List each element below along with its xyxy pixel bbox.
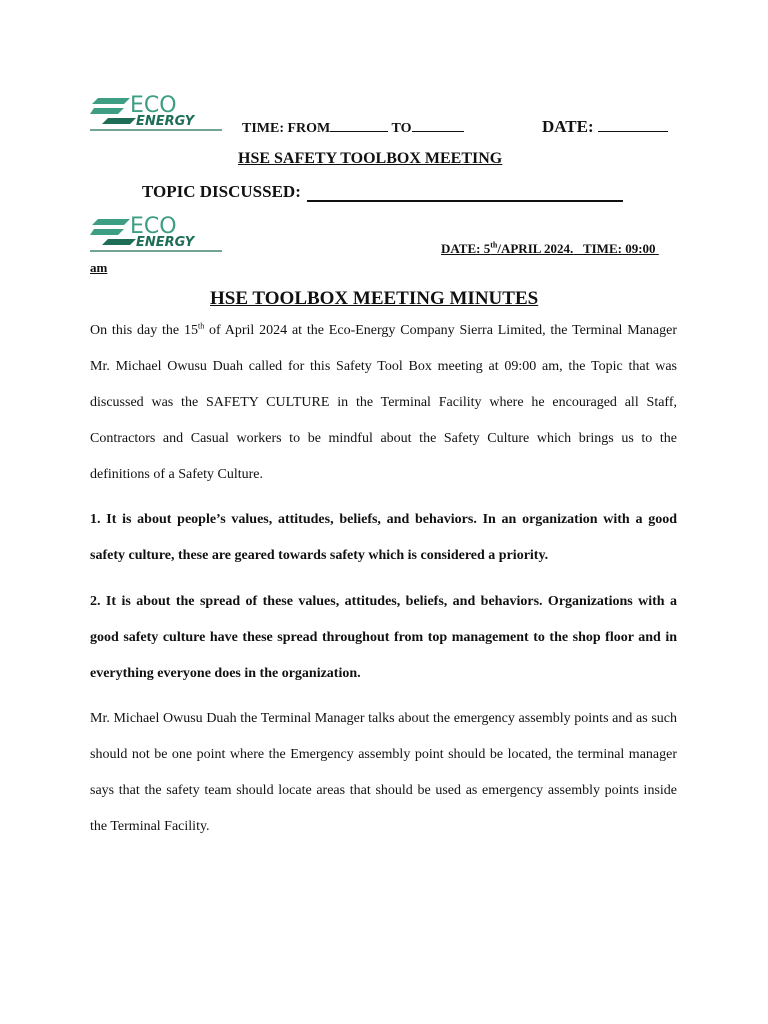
closing-paragraph: Mr. Michael Owusu Duah the Terminal Manager talks about the emergency assembly points and as such should not be one point where the Emergency assembly point should be located, the terminal manager says that the safety team should locate areas that should be used as emergency assembly points inside the Terminal Facility.	[90, 711, 677, 834]
date-label: DATE:	[542, 117, 594, 136]
definition-point-1: 1. It is about people’s values, attitudes, beliefs, and behaviors. In an organization with a good safety culture, these are geared towards safety which is considered a priority.	[90, 512, 677, 563]
logo-word-energy: ENERGY	[136, 114, 195, 129]
topic-label: TOPIC DISCUSSED:	[142, 182, 301, 201]
time-range-line	[242, 119, 464, 137]
minutes-title: HSE TOOLBOX MEETING MINUTES	[210, 288, 539, 309]
eco-energy-logo-2	[90, 213, 222, 253]
time-to-label: TO	[391, 121, 412, 136]
meeting-title: HSE SAFETY TOOLBOX MEETING	[238, 150, 503, 167]
topic-blank	[307, 184, 623, 202]
meeting-date: DATE: 5th/APRIL 2024.	[441, 240, 574, 256]
logo-word-energy-2: ENERGY	[136, 235, 195, 250]
time-from-label: TIME: FROM	[242, 121, 331, 136]
topic-discussed-line	[142, 182, 623, 202]
definition-point-2: 2. It is about the spread of these values, attitudes, beliefs, and behaviors. Organizations with a good safety culture have these spread throughout from top management to the shop floor and in everything everyone does in the organization.	[90, 594, 677, 681]
meeting-time-continued: am	[90, 260, 108, 275]
date-blank	[598, 119, 668, 132]
time-to-blank	[412, 119, 464, 132]
logo-word-eco-2: ECO	[130, 214, 177, 239]
time-from-blank	[330, 119, 388, 132]
date-field	[542, 117, 668, 137]
meeting-time: TIME: 09:00	[582, 241, 656, 256]
intro-paragraph: On this day the 15th of April 2024 at the Eco-Energy Company Sierra Limited, the Terminal Manager Mr. Michael Owusu Duah called for this Safety Tool Box meeting at 09:00 am, the Topic that was discussed was the SAFETY CULTURE in the Terminal Facility where he encouraged all Staff, Contractors and Casual workers to be mindful about the Safety Culture which brings us to the definitions of a Safety Culture.	[90, 321, 677, 482]
logo-word-eco: ECO	[130, 93, 177, 118]
meeting-date-time	[441, 241, 659, 257]
eco-energy-logo	[90, 92, 222, 132]
